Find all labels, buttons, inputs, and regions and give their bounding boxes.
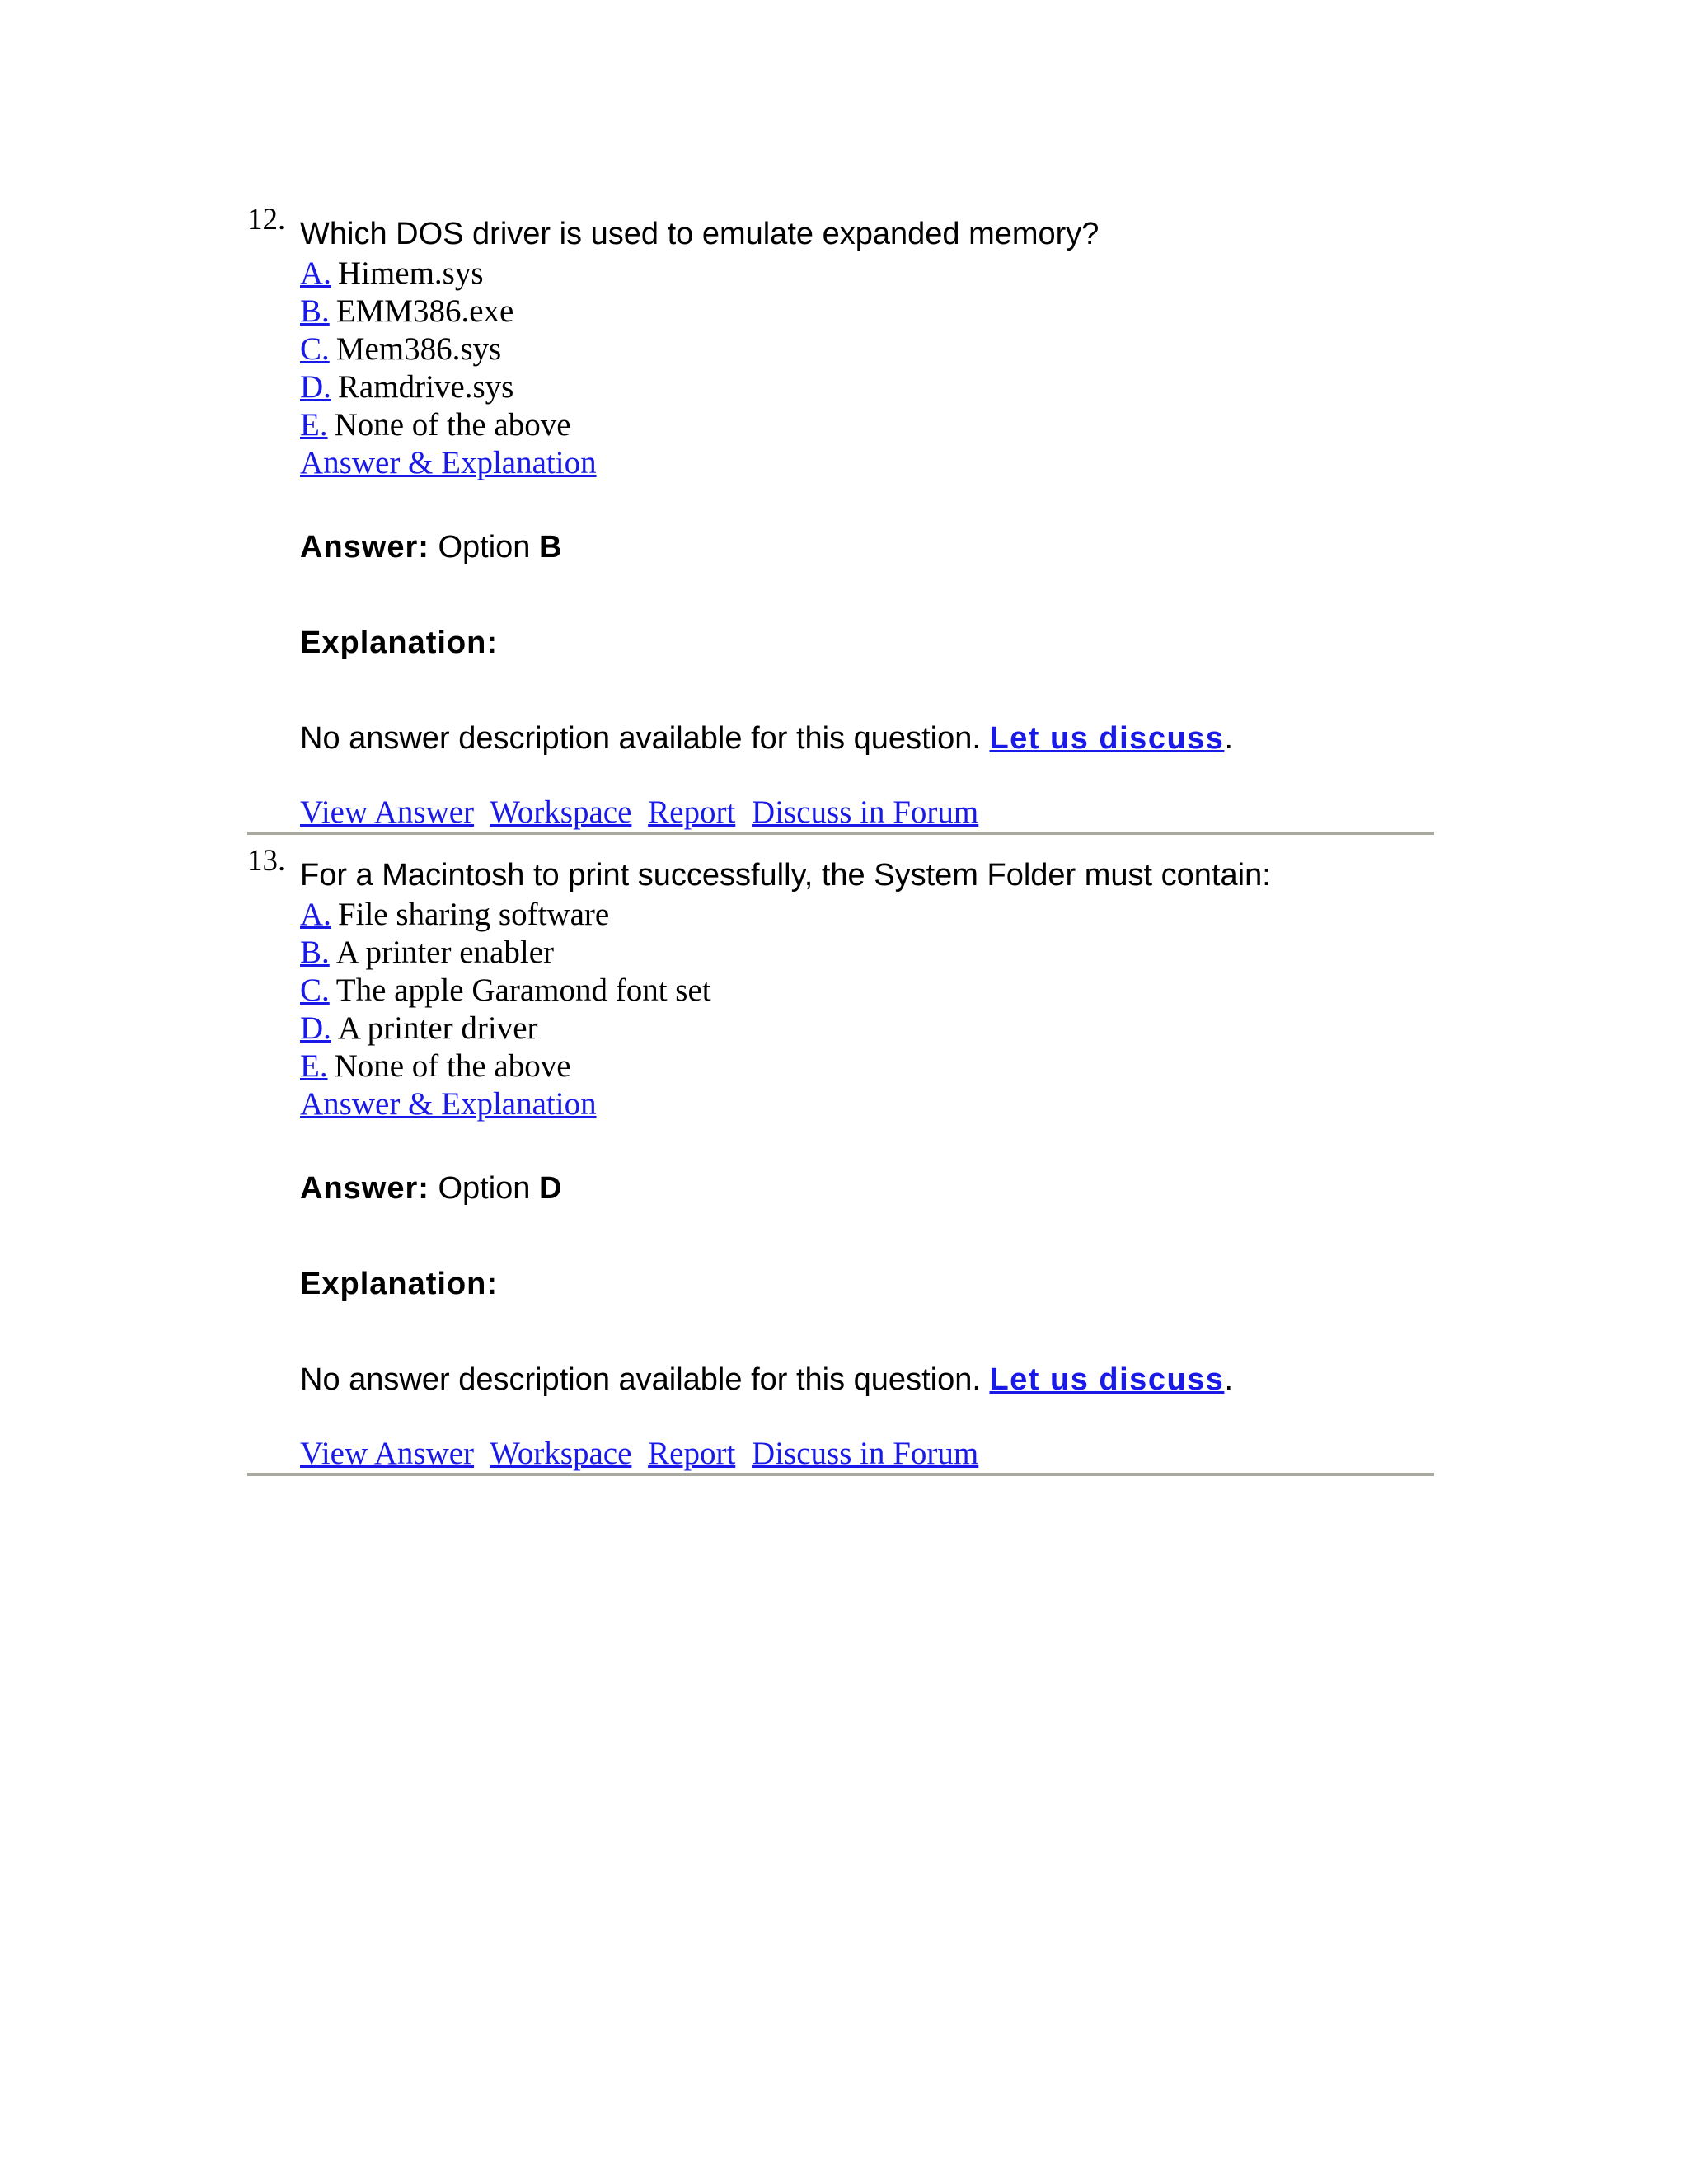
question-footer-links — [300, 794, 1434, 832]
answer-explanation-row — [300, 444, 1434, 482]
option-c — [300, 330, 1434, 368]
explanation-heading: Explanation: — [300, 1267, 499, 1301]
question-text: Which DOS driver is used to emulate expanded memory? — [300, 217, 1100, 251]
option-c-text: The apple Garamond font set — [335, 972, 711, 1008]
answer-option-text: Option — [438, 1171, 531, 1206]
explanation-text-row — [300, 718, 1434, 759]
question-12 — [247, 194, 1434, 835]
option-a-link[interactable]: A. — [300, 897, 331, 932]
option-d-link[interactable]: D. — [300, 369, 331, 405]
answer-explanation-row — [300, 1085, 1434, 1123]
answer-label: Answer: — [300, 1171, 429, 1206]
explanation-end: . — [1224, 1362, 1233, 1397]
option-b-text: A printer enabler — [335, 935, 554, 970]
option-a — [300, 255, 1434, 293]
answer-letter: D — [539, 1171, 562, 1206]
option-c-text: Mem386.sys — [335, 331, 502, 367]
option-e — [300, 1047, 1434, 1085]
discuss-in-forum-link[interactable]: Discuss in Forum — [752, 794, 979, 830]
option-e-text: None of the above — [334, 407, 571, 443]
explanation-text-row — [300, 1359, 1434, 1400]
answer-label: Answer: — [300, 530, 429, 565]
let-us-discuss-link[interactable]: Let us discuss — [989, 721, 1225, 756]
workspace-link[interactable]: Workspace — [490, 794, 632, 830]
workspace-link[interactable]: Workspace — [490, 1436, 632, 1471]
option-e — [300, 406, 1434, 444]
option-a-link[interactable]: A. — [300, 255, 331, 291]
explanation-text: No answer description available for this question. — [300, 1362, 981, 1397]
answer-explanation-link[interactable]: Answer & Explanation — [300, 445, 597, 480]
option-b — [300, 293, 1434, 330]
option-c — [300, 972, 1434, 1010]
answer-line — [300, 527, 1434, 568]
option-d-link[interactable]: D. — [300, 1010, 331, 1046]
option-e-link[interactable]: E. — [300, 407, 328, 443]
report-link[interactable]: Report — [648, 794, 736, 830]
question-number: 12. — [247, 203, 286, 237]
question-footer-links — [300, 1435, 1434, 1473]
explanation-text: No answer description available for this question. — [300, 721, 981, 756]
option-c-link[interactable]: C. — [300, 331, 330, 367]
option-b-text: EMM386.exe — [335, 293, 514, 329]
explanation-heading: Explanation: — [300, 626, 499, 660]
option-a — [300, 896, 1434, 934]
answer-option-text: Option — [438, 530, 531, 565]
answer-letter: B — [539, 530, 562, 565]
answer-line — [300, 1168, 1434, 1209]
report-link[interactable]: Report — [648, 1436, 736, 1471]
option-a-text: Himem.sys — [337, 255, 484, 291]
explanation-end: . — [1224, 721, 1233, 756]
option-d-text: Ramdrive.sys — [337, 369, 514, 405]
answer-explanation-link[interactable]: Answer & Explanation — [300, 1086, 597, 1122]
option-e-text: None of the above — [334, 1048, 571, 1084]
question-text: For a Macintosh to print successfully, the System Folder must contain: — [300, 858, 1271, 893]
view-answer-link[interactable]: View Answer — [300, 794, 475, 830]
view-answer-link[interactable]: View Answer — [300, 1436, 475, 1471]
option-a-text: File sharing software — [337, 897, 610, 932]
option-d — [300, 1010, 1434, 1047]
discuss-in-forum-link[interactable]: Discuss in Forum — [752, 1436, 979, 1471]
option-d-text: A printer driver — [337, 1010, 538, 1046]
option-b-link[interactable]: B. — [300, 935, 330, 970]
option-b — [300, 934, 1434, 972]
question-number: 13. — [247, 844, 286, 878]
option-b-link[interactable]: B. — [300, 293, 330, 329]
question-13 — [247, 835, 1434, 1476]
option-e-link[interactable]: E. — [300, 1048, 328, 1084]
question-list — [247, 194, 1434, 1476]
option-d — [300, 368, 1434, 406]
let-us-discuss-link[interactable]: Let us discuss — [989, 1362, 1225, 1397]
option-c-link[interactable]: C. — [300, 972, 330, 1008]
